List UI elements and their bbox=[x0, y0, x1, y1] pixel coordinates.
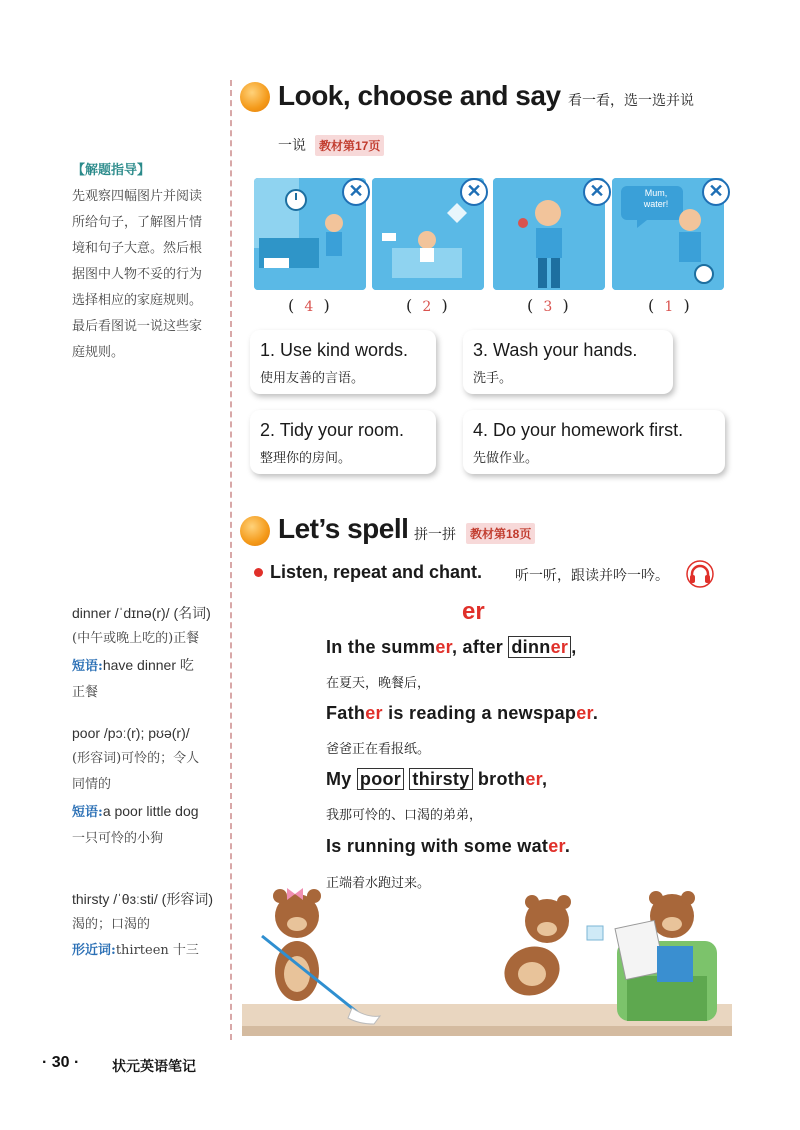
boxed-word: thirsty bbox=[409, 768, 472, 790]
chant-text: Fath bbox=[326, 703, 366, 723]
chant-text: Is running with some wat bbox=[326, 836, 549, 856]
rule-cn: 洗手。 bbox=[473, 371, 513, 386]
chant-text: . bbox=[564, 836, 571, 856]
vocab-line: dinner /ˈdɪnə(r)/ (名词) bbox=[72, 605, 211, 621]
close-icon: ✕ bbox=[583, 178, 611, 206]
chant-line-1-cn: 在夏天，晚餐后， bbox=[326, 676, 431, 691]
vocab-extra: 一只可怜的小狗 bbox=[72, 831, 164, 846]
chant-text: broth bbox=[472, 769, 526, 789]
section1-title-cn-cont: 一说 bbox=[278, 138, 306, 154]
vocab-line: 渴的；口渴的 bbox=[72, 917, 151, 932]
chant-line-2-cn: 爸爸正在看报纸。 bbox=[326, 742, 431, 757]
vocab-thirsty bbox=[72, 886, 230, 964]
boxed-word: poor bbox=[357, 768, 404, 790]
close-icon: ✕ bbox=[342, 178, 370, 206]
chant-highlight: er bbox=[525, 769, 542, 789]
chant-line-4 bbox=[326, 836, 570, 857]
sidebar-heading: 【解题指导】 bbox=[72, 163, 151, 178]
section1-title-cn: 看一看，选一选并说 bbox=[568, 93, 694, 109]
chant-instruction-cn: 听一听，跟读并吟一吟。 bbox=[515, 568, 669, 584]
tip-line: 庭规则。 bbox=[72, 345, 125, 360]
rule-cn: 整理你的房间。 bbox=[260, 451, 352, 466]
tip-line: 选择相应的家庭规则。 bbox=[72, 293, 203, 308]
rule-card bbox=[463, 410, 725, 474]
section1-title: Look, choose and say bbox=[278, 80, 561, 111]
answer-value: 4 bbox=[304, 299, 314, 315]
chant-text: My bbox=[326, 769, 357, 789]
vocab-extra: 正餐 bbox=[72, 685, 99, 700]
tip-line: 最后看图说一说这些家 bbox=[72, 319, 203, 334]
vocab-extra: thirteen 十三 bbox=[115, 943, 199, 958]
book-title: 状元英语笔记 bbox=[112, 1058, 196, 1074]
rule-card bbox=[463, 330, 673, 394]
rule-en: 3. Wash your hands. bbox=[473, 340, 638, 360]
tip-line: 先观察四幅图片并阅读 bbox=[72, 189, 203, 204]
chant-text: , after bbox=[451, 637, 509, 657]
textbook-page-tag: 教材第17页 bbox=[315, 135, 384, 156]
chant-text: dinn bbox=[511, 637, 551, 657]
phonics-target: er bbox=[462, 598, 485, 625]
answer-slot: ( 2 ) bbox=[406, 296, 448, 315]
vocab-line: thirsty /ˈθɜːsti/ (形容词) bbox=[72, 891, 213, 907]
column-divider bbox=[230, 80, 232, 1040]
vocab-extra: have dinner 吃 bbox=[102, 657, 194, 673]
speech-bubble-text: Mum, water! bbox=[643, 188, 669, 209]
sidebar-tip bbox=[72, 158, 227, 366]
rule-card bbox=[250, 330, 436, 394]
textbook-page-tag: 教材第18页 bbox=[466, 523, 535, 544]
chant-line-3-cn: 我那可怜的、口渴的弟弟， bbox=[326, 808, 483, 823]
vocab-line: (形容词)可怜的；令人 bbox=[72, 751, 200, 766]
chant-highlight: er bbox=[576, 703, 593, 723]
chant-highlight: er bbox=[550, 637, 569, 657]
vocab-dinner bbox=[72, 600, 230, 706]
rule-cn: 使用友善的言语。 bbox=[260, 371, 365, 386]
answer-slot: ( 4 ) bbox=[288, 296, 330, 315]
rule-en: 4. Do your homework first. bbox=[473, 420, 684, 440]
tip-line: 境和句子大意。然后根 bbox=[72, 241, 203, 256]
page-number: · 30 · bbox=[42, 1054, 80, 1071]
chant-text: , bbox=[541, 769, 548, 789]
tip-line: 据图中人物不妥的行为 bbox=[72, 267, 203, 282]
answer-slot: ( 3 ) bbox=[527, 296, 569, 315]
vocab-poor bbox=[72, 720, 230, 852]
chant-text: . bbox=[592, 703, 599, 723]
headphones-icon[interactable] bbox=[686, 560, 714, 588]
vocab-line: 同情的 bbox=[72, 777, 112, 792]
rule-en: 1. Use kind words. bbox=[260, 340, 409, 360]
vocab-extra: a poor little dog bbox=[102, 803, 199, 819]
section2-title: Let’s spell bbox=[278, 513, 409, 544]
rule-en: 2. Tidy your room. bbox=[260, 420, 405, 440]
section-orb-icon bbox=[240, 82, 270, 112]
answer-slot: ( 1 ) bbox=[648, 296, 690, 315]
chant-text: In the summ bbox=[326, 637, 436, 657]
rule-card bbox=[250, 410, 436, 474]
vocab-line: poor /pɔː(r); pʊə(r)/ bbox=[72, 725, 190, 741]
chant-line-2 bbox=[326, 703, 598, 724]
vocab-label: 短语: bbox=[72, 659, 103, 674]
vocab-line: (中午或晚上吃的)正餐 bbox=[72, 631, 200, 646]
answer-value: 1 bbox=[664, 299, 674, 315]
chant-line-4-cn: 正端着水跑过来。 bbox=[326, 876, 431, 891]
chant-highlight: er bbox=[435, 637, 452, 657]
bears-illustration bbox=[242, 876, 732, 1036]
chant-line-1 bbox=[326, 637, 577, 658]
chant-highlight: er bbox=[548, 836, 565, 856]
answer-value: 3 bbox=[543, 299, 553, 315]
section2-title-cn: 拼一拼 bbox=[414, 527, 456, 543]
vocab-label: 短语: bbox=[72, 805, 103, 820]
chant-text: is reading a newspap bbox=[382, 703, 577, 723]
answer-value: 2 bbox=[422, 299, 432, 315]
chant-text: , bbox=[571, 637, 577, 657]
close-icon: ✕ bbox=[702, 178, 730, 206]
chant-line-3 bbox=[326, 769, 547, 790]
chant-highlight: er bbox=[365, 703, 383, 723]
chant-instruction: Listen, repeat and chant. bbox=[270, 562, 483, 582]
boxed-word bbox=[508, 636, 571, 658]
vocab-label: 形近词: bbox=[72, 943, 116, 958]
tip-line: 所给句子，了解图片情 bbox=[72, 215, 203, 230]
close-icon: ✕ bbox=[460, 178, 488, 206]
section-orb-icon bbox=[240, 516, 270, 546]
rule-cn: 先做作业。 bbox=[473, 451, 539, 466]
bullet-dot bbox=[254, 568, 263, 577]
